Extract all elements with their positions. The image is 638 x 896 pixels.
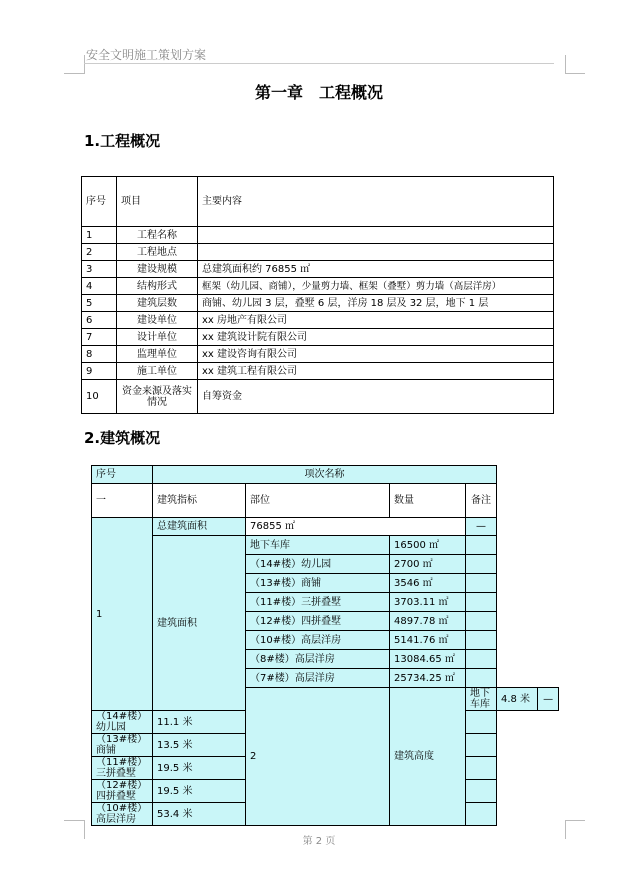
table-header-row (82, 177, 554, 227)
note-cell (465, 555, 496, 574)
header-cell: 项目 (117, 177, 198, 227)
qty-cell: 3546 ㎡ (390, 574, 466, 593)
qty-cell: 2700 ㎡ (390, 555, 466, 574)
cell-item: 建设单位 (117, 312, 198, 329)
qty-cell: 3703.11 ㎡ (390, 593, 466, 612)
section-heading-1: 1.工程概况 (84, 132, 161, 150)
cell-no: 6 (82, 312, 117, 329)
cell-content: xx 建筑设计院有限公司 (198, 329, 554, 346)
chapter-title: 第一章 工程概况 (254, 83, 383, 102)
cell-no: 4 (82, 278, 117, 295)
note-cell (465, 593, 496, 612)
cell-item: 监理单位 (117, 346, 198, 363)
note-cell (465, 803, 496, 826)
cell-no: 9 (82, 363, 117, 380)
table-row (82, 380, 554, 414)
subheader-note: 备注 (465, 484, 496, 518)
building-overview-table (91, 465, 559, 826)
subheader-qty: 数量 (390, 484, 466, 518)
qty-cell: 13.5 米 (153, 734, 246, 757)
part-cell: （8#楼）高层洋房 (246, 650, 390, 669)
group-label-cell: 建筑高度 (390, 688, 466, 826)
table-header-row (92, 466, 559, 484)
crop-mark-top-right-v (565, 55, 566, 74)
table-row (82, 346, 554, 363)
table-row (82, 295, 554, 312)
table-row (82, 278, 554, 295)
cell-no: 5 (82, 295, 117, 312)
cell-no: 10 (82, 380, 117, 414)
cell-item: 工程名称 (117, 227, 198, 244)
part-cell: （10#楼）高层洋房 (246, 631, 390, 650)
qty-cell: 13084.65 ㎡ (390, 650, 466, 669)
note-cell (465, 711, 496, 734)
note-cell (465, 631, 496, 650)
qty-cell: 11.1 米 (153, 711, 246, 734)
table-row (82, 261, 554, 278)
total-value-cell: 76855 ㎡ (246, 518, 466, 536)
qty-cell: 19.5 米 (153, 757, 246, 780)
qty-cell: 25734.25 ㎡ (390, 669, 466, 688)
qty-cell: 16500 ㎡ (390, 536, 466, 555)
cell-no: 7 (82, 329, 117, 346)
header-rule (84, 63, 554, 64)
note-cell (465, 650, 496, 669)
table-row (82, 312, 554, 329)
part-cell: （10#楼）高层洋房 (92, 803, 153, 826)
table-row (92, 518, 559, 536)
crop-mark-top-left (64, 73, 84, 74)
header-cell: 主要内容 (198, 177, 554, 227)
cell-item: 建筑层数 (117, 295, 198, 312)
header-cell-name: 项次名称 (153, 466, 497, 484)
group-no-cell: 2 (246, 688, 390, 826)
cell-content: 总建筑面积约 76855 ㎡ (198, 261, 554, 278)
qty-cell: 4897.78 ㎡ (390, 612, 466, 631)
section-heading-2: 2.建筑概况 (84, 429, 161, 447)
group-no-cell: 1 (92, 518, 153, 711)
qty-cell: 4.8 米 (496, 688, 537, 711)
part-cell: 地下车库 (246, 536, 390, 555)
note-cell (465, 734, 496, 757)
running-header: 安全文明施工策划方案 (86, 48, 207, 62)
subheader-part: 部位 (246, 484, 390, 518)
cell-content: xx 建筑工程有限公司 (198, 363, 554, 380)
part-cell: （14#楼）幼儿园 (92, 711, 153, 734)
note-cell: — (538, 688, 559, 711)
part-cell: （13#楼）商铺 (92, 734, 153, 757)
part-cell: （7#楼）高层洋房 (246, 669, 390, 688)
note-cell (465, 574, 496, 593)
part-cell: 地下车库 (465, 688, 496, 711)
table-row (92, 536, 559, 555)
crop-mark-top-right (565, 73, 585, 74)
part-cell: （11#楼）三拼叠墅 (92, 757, 153, 780)
cell-item: 工程地点 (117, 244, 198, 261)
cell-content (198, 227, 554, 244)
cell-content (198, 244, 554, 261)
cell-item: 结构形式 (117, 278, 198, 295)
cell-no: 1 (82, 227, 117, 244)
table-row (82, 244, 554, 261)
subheader-no: 一 (92, 484, 153, 518)
crop-mark-bottom-right (565, 820, 585, 821)
cell-content: 自筹资金 (198, 380, 554, 414)
table-row (82, 329, 554, 346)
note-cell (465, 536, 496, 555)
cell-content: xx 建设咨询有限公司 (198, 346, 554, 363)
group-label-cell: 建筑面积 (153, 536, 246, 711)
qty-cell: 53.4 米 (153, 803, 246, 826)
header-cell-no: 序号 (92, 466, 153, 484)
part-cell: （11#楼）三拼叠墅 (246, 593, 390, 612)
project-overview-table (81, 176, 554, 414)
part-cell: （13#楼）商铺 (246, 574, 390, 593)
cell-no: 2 (82, 244, 117, 261)
cell-content: 商铺、幼儿园 3 层，叠墅 6 层，洋房 18 层及 32 层，地下 1 层 (198, 295, 554, 312)
table-subheader-row (92, 484, 559, 518)
cell-item: 设计单位 (117, 329, 198, 346)
crop-mark-top-left-v (84, 55, 85, 74)
page-number: 第 2 页 (302, 836, 336, 847)
note-cell (465, 669, 496, 688)
qty-cell: 19.5 米 (153, 780, 246, 803)
note-cell (465, 612, 496, 631)
part-cell: （12#楼）四拼叠墅 (246, 612, 390, 631)
table-row (82, 363, 554, 380)
note-cell (465, 757, 496, 780)
cell-no: 3 (82, 261, 117, 278)
cell-item: 施工单位 (117, 363, 198, 380)
part-cell: （12#楼）四拼叠墅 (92, 780, 153, 803)
cell-content: xx 房地产有限公司 (198, 312, 554, 329)
cell-item: 建设规模 (117, 261, 198, 278)
total-label-cell: 总建筑面积 (153, 518, 246, 536)
cell-content: 框架（幼儿园、商铺），少量剪力墙、框架（叠墅）剪力墙（高层洋房） (198, 278, 554, 295)
header-cell: 序号 (82, 177, 117, 227)
part-cell: （14#楼）幼儿园 (246, 555, 390, 574)
cell-item: 资金来源及落实情况 (117, 380, 198, 414)
table-row (82, 227, 554, 244)
total-note-cell: — (465, 518, 496, 536)
crop-mark-bottom-left (64, 820, 84, 821)
qty-cell: 5141.76 ㎡ (390, 631, 466, 650)
cell-no: 8 (82, 346, 117, 363)
subheader-indicator: 建筑指标 (153, 484, 246, 518)
note-cell (465, 780, 496, 803)
